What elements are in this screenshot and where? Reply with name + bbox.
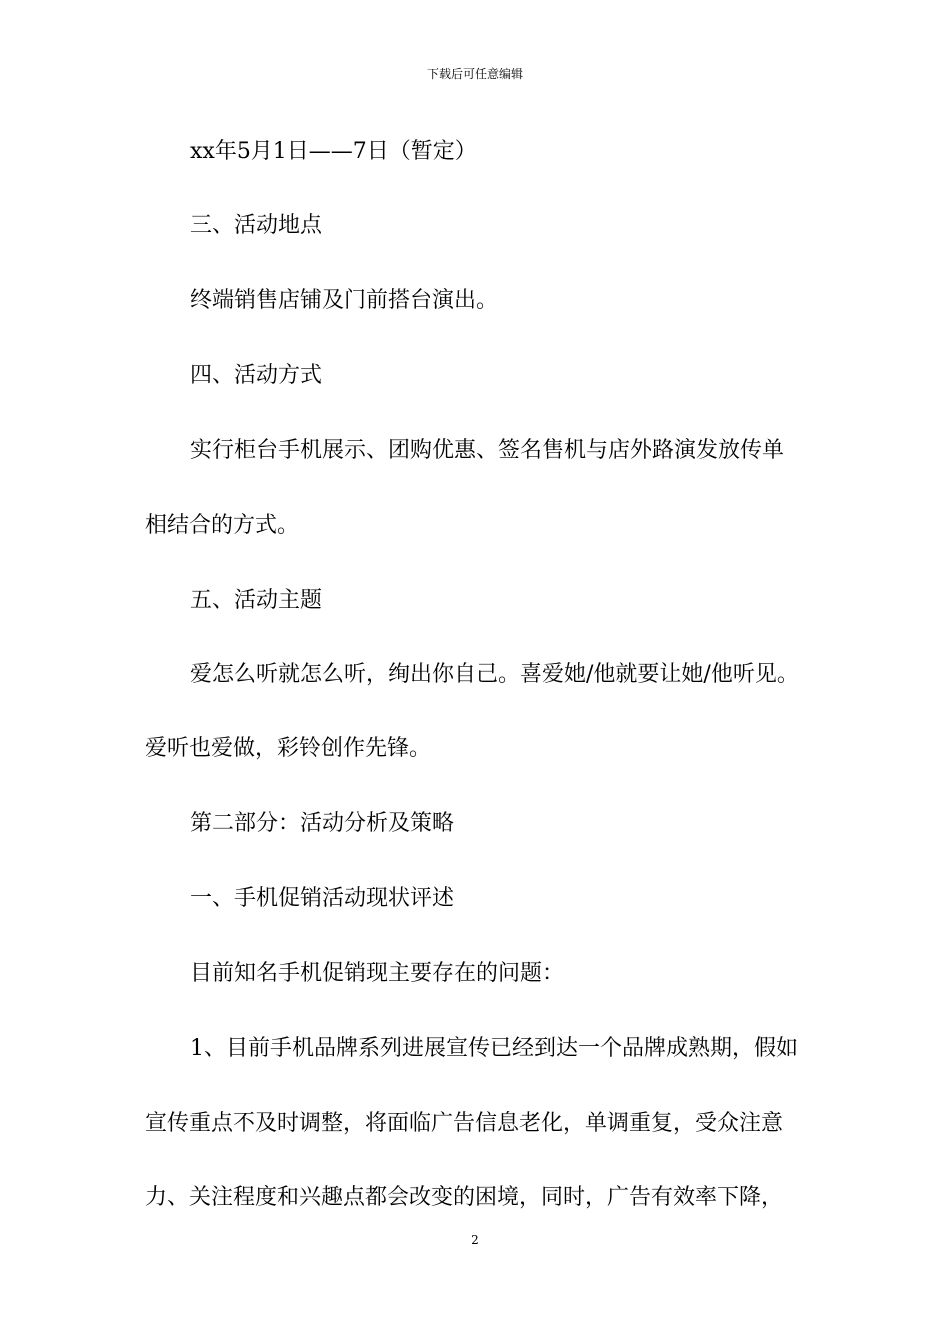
page-header: 下载后可任意编辑 — [426, 67, 523, 81]
paragraph-line: 实行柜台手机展示、团购优惠、签名售机与店外路演发放传单 — [190, 438, 785, 463]
page-number: 2 — [471, 1233, 479, 1247]
section-heading: 四、活动方式 — [190, 363, 323, 388]
paragraph-line: 爱听也爱做，彩铃创作先锋。 — [145, 736, 432, 761]
paragraph-line: xx年5月1日——7日（暂定） — [190, 139, 477, 164]
section-heading: 一、手机促销活动现状评述 — [190, 886, 455, 911]
paragraph-line: 力、关注程度和兴趣点都会改变的困境，同时，广告有效率下降， — [145, 1185, 784, 1210]
paragraph-line: 相结合的方式。 — [145, 513, 300, 538]
section-heading: 三、活动地点 — [190, 213, 323, 238]
paragraph-line: 宣传重点不及时调整，将面临广告信息老化，单调重复，受众注意 — [145, 1111, 784, 1136]
section-heading: 五、活动主题 — [190, 588, 323, 613]
paragraph-line: 终端销售店铺及门前搭台演出。 — [190, 288, 499, 313]
paragraph-line: 1、目前手机品牌系列进展宣传已经到达一个品牌成熟期，假如 — [190, 1036, 798, 1061]
paragraph-line: 爱怎么听就怎么听，绚出你自己。喜爱她/他就要让她/他听见。 — [190, 662, 799, 687]
paragraph-line: 目前知名手机促销现主要存在的问题： — [190, 961, 565, 986]
section-heading: 第二部分：活动分析及策略 — [190, 811, 455, 836]
